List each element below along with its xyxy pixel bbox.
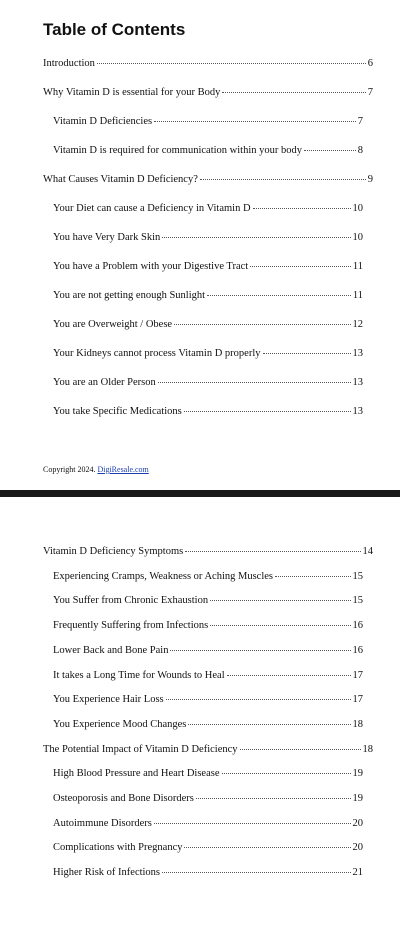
toc-entry[interactable] xyxy=(53,347,363,360)
toc-entry-page-number: 13 xyxy=(352,348,363,359)
toc-entry[interactable] xyxy=(53,405,363,418)
toc-entry-title: It takes a Long Time for Wounds to Heal xyxy=(53,669,225,681)
toc-entry[interactable] xyxy=(43,86,373,99)
toc-entry-page-number: 10 xyxy=(352,203,363,214)
copyright-notice xyxy=(43,465,149,474)
toc-entry-title: You are Overweight / Obese xyxy=(53,319,173,330)
toc-entry[interactable] xyxy=(53,693,363,706)
dot-leader xyxy=(240,749,361,750)
toc-entry-page-number: 10 xyxy=(352,232,363,243)
dot-leader xyxy=(250,266,351,267)
toc-entry-title: What Causes Vitamin D Deficiency? xyxy=(43,174,198,185)
toc-entry[interactable] xyxy=(53,767,363,780)
dot-leader xyxy=(227,675,351,676)
toc-entry-title: Vitamin D Deficiencies xyxy=(53,116,153,127)
toc-entry[interactable] xyxy=(43,57,373,70)
dot-leader xyxy=(185,551,360,552)
toc-entry[interactable] xyxy=(43,173,373,186)
toc-entry-title: You Suffer from Chronic Exhaustion xyxy=(53,595,209,607)
dot-leader xyxy=(200,179,366,180)
toc-entry[interactable] xyxy=(43,545,373,558)
toc-entry-page-number: 7 xyxy=(357,116,363,127)
toc-entry-title: Frequently Suffering from Infections xyxy=(53,620,209,632)
toc-entry-title: You take Specific Medications xyxy=(53,406,182,417)
toc-entry-page-number: 11 xyxy=(352,290,363,301)
toc-entry-title: Why Vitamin D is essential for your Body xyxy=(43,87,221,98)
toc-entry-title: Your Kidneys cannot process Vitamin D properly xyxy=(53,348,261,359)
dot-leader xyxy=(222,92,365,93)
toc-entry-page-number: 17 xyxy=(352,694,363,706)
toc-entry-page-number: 19 xyxy=(352,768,363,780)
toc-entry-title: You have a Problem with your Digestive Tract xyxy=(53,261,249,272)
toc-entry-page-number: 14 xyxy=(362,546,373,557)
toc-entry-title: You have Very Dark Skin xyxy=(53,232,161,243)
toc-entry-title: You are an Older Person xyxy=(53,377,156,388)
toc-entry-page-number: 15 xyxy=(352,595,363,607)
toc-entry-page-number: 21 xyxy=(352,867,363,879)
toc-entry-title: Osteoporosis and Bone Disorders xyxy=(53,793,194,804)
dot-leader xyxy=(188,724,350,725)
dot-leader xyxy=(162,872,350,873)
toc-entry-title: Autoimmune Disorders xyxy=(53,817,152,829)
toc-entry[interactable] xyxy=(53,570,363,583)
toc-entry-title: Vitamin D Deficiency Symptoms xyxy=(43,546,184,557)
dot-leader xyxy=(162,237,350,238)
dot-leader xyxy=(304,150,356,151)
toc-entry[interactable] xyxy=(53,376,363,389)
toc-entry[interactable] xyxy=(53,318,363,331)
toc-entry[interactable] xyxy=(53,260,363,273)
dot-leader xyxy=(158,382,351,383)
toc-entry[interactable] xyxy=(53,619,363,632)
toc-entry-title: Experiencing Cramps, Weakness or Aching Muscles xyxy=(53,570,273,582)
toc-entry-page-number: 16 xyxy=(352,620,363,632)
toc-entry[interactable] xyxy=(53,289,363,302)
toc-entry[interactable] xyxy=(53,144,363,157)
copyright-link[interactable]: DigiResale.com xyxy=(97,465,149,474)
toc-entry-page-number: 19 xyxy=(352,793,363,804)
toc-entry[interactable] xyxy=(53,115,363,128)
page-divider xyxy=(0,490,400,497)
dot-leader xyxy=(275,576,351,577)
toc-entry-page-number: 16 xyxy=(352,644,363,656)
toc-entry-page-number: 13 xyxy=(352,377,363,388)
toc-entry-page-number: 6 xyxy=(367,58,373,69)
dot-leader xyxy=(154,121,356,122)
toc-entry[interactable] xyxy=(53,669,363,682)
dot-leader xyxy=(170,650,350,651)
dot-leader xyxy=(174,324,350,325)
toc-entry[interactable] xyxy=(53,866,363,879)
toc-entry-page-number: 15 xyxy=(352,570,363,582)
dot-leader xyxy=(210,600,350,601)
dot-leader xyxy=(166,699,351,700)
toc-entry-title: Introduction xyxy=(43,58,95,69)
toc-entry-title: Complications with Pregnancy xyxy=(53,842,183,854)
dot-leader xyxy=(210,625,350,626)
toc-entry-page-number: 11 xyxy=(352,261,363,272)
toc-entry-page-number: 12 xyxy=(352,319,363,330)
toc-entry[interactable] xyxy=(53,644,363,657)
toc-entry[interactable] xyxy=(53,792,363,805)
toc-entry-title: Vitamin D is required for communication within your body xyxy=(53,145,302,156)
document-page-2 xyxy=(0,497,400,932)
toc-entry-title: You Experience Hair Loss xyxy=(53,694,164,706)
toc-entry-title: Higher Risk of Infections xyxy=(53,867,161,879)
toc-entry-page-number: 18 xyxy=(352,718,363,730)
dot-leader xyxy=(253,208,351,209)
toc-entry-title: Your Diet can cause a Deficiency in Vitamin D xyxy=(53,203,251,214)
toc-entry[interactable] xyxy=(53,231,363,244)
toc-entry-page-number: 9 xyxy=(367,174,373,185)
toc-entry-page-number: 20 xyxy=(352,842,363,854)
toc-entry-page-number: 8 xyxy=(357,145,363,156)
toc-entry[interactable] xyxy=(53,718,363,731)
toc-entry-page-number: 13 xyxy=(352,406,363,417)
toc-entry-page-number: 20 xyxy=(352,817,363,829)
toc-entry-title: High Blood Pressure and Heart Disease xyxy=(53,768,220,780)
dot-leader xyxy=(196,798,351,799)
dot-leader xyxy=(97,63,366,64)
toc-entry[interactable] xyxy=(43,743,373,756)
toc-entry-page-number: 18 xyxy=(362,743,373,755)
copyright-text: Copyright 2024. xyxy=(43,465,96,474)
dot-leader xyxy=(154,823,351,824)
toc-entry[interactable] xyxy=(53,202,363,215)
toc-entry-title: The Potential Impact of Vitamin D Deficiency xyxy=(43,743,238,755)
toc-entry-title: You Experience Mood Changes xyxy=(53,718,187,730)
toc-entry-page-number: 17 xyxy=(352,669,363,681)
toc-entry[interactable] xyxy=(53,817,363,830)
dot-leader xyxy=(263,353,351,354)
toc-title: Table of Contents xyxy=(43,20,186,39)
toc-entry-title: Lower Back and Bone Pain xyxy=(53,644,169,656)
toc-entry[interactable] xyxy=(53,594,363,607)
dot-leader xyxy=(207,295,351,296)
toc-entry[interactable] xyxy=(53,841,363,854)
dot-leader xyxy=(222,773,351,774)
dot-leader xyxy=(184,847,350,848)
dot-leader xyxy=(184,411,351,412)
toc-entry-title: You are not getting enough Sunlight xyxy=(53,290,206,301)
toc-entry-page-number: 7 xyxy=(367,87,373,98)
